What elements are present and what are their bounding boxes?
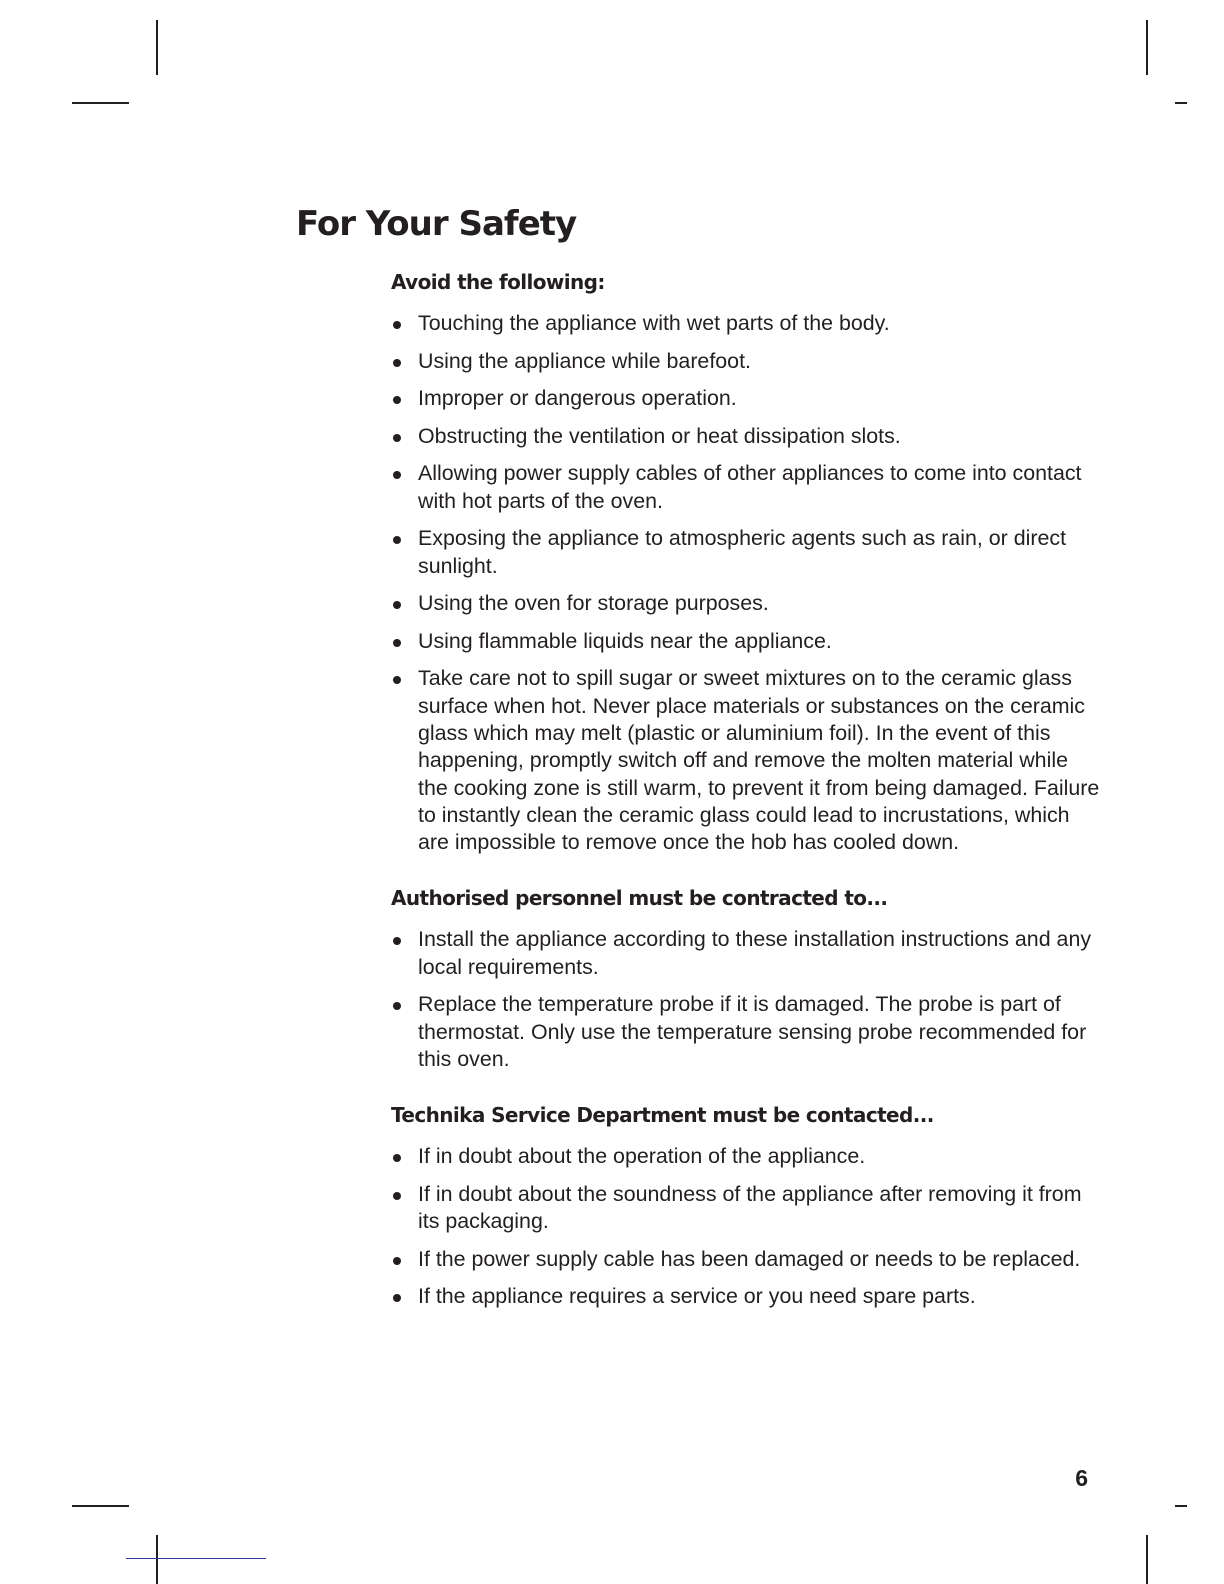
bullet-icon (393, 676, 401, 684)
bullet-icon (393, 1294, 401, 1302)
list-item: Take care not to spill sugar or sweet mixtures on to the ceramic glass surface when hot. Never place materials or substances on the ceramic glass which may melt (plastic or aluminium foil). In the event of this happening, promptly switch off and remove the molten material while the cooking zone is still warm, to prevent it from being damaged. Failure to instantly clean the ceramic glass could lead to incrustations, which are impossible to remove once the hob has cooled down. (391, 665, 1101, 856)
safety-content (391, 266, 1101, 1321)
crop-mark-bottom-left-vertical (156, 1535, 158, 1584)
page-number: 6 (1075, 1465, 1088, 1491)
section-heading-avoid: Avoid the following: (391, 270, 605, 294)
crop-mark-bottom-left-horizontal (72, 1505, 129, 1507)
list-item: If the appliance requires a service or you need spare parts. (391, 1283, 1101, 1310)
bullet-icon (393, 1154, 401, 1162)
list-item: Install the appliance according to these installation instructions and any local requirements. (391, 926, 1101, 981)
bullet-icon (393, 937, 401, 945)
list-item: Replace the temperature probe if it is damaged. The probe is part of thermostat. Only use the temperature sensing probe recommended for this oven. (391, 991, 1101, 1073)
list-item: Obstructing the ventilation or heat dissipation slots. (391, 423, 1101, 450)
bullet-icon (393, 601, 401, 609)
bullet-icon (393, 434, 401, 442)
list-item: Improper or dangerous operation. (391, 385, 1101, 412)
section-heading-authorised-personnel: Authorised personnel must be contracted to... (391, 886, 888, 911)
list-item: If in doubt about the operation of the appliance. (391, 1143, 1101, 1170)
bullet-icon (393, 639, 401, 647)
bullet-icon (393, 396, 401, 404)
crop-mark-bottom-left-blue-line (126, 1558, 266, 1559)
crop-mark-top-right-vertical (1146, 20, 1148, 75)
bullet-icon (393, 1192, 401, 1200)
list-item: Exposing the appliance to atmospheric agents such as rain, or direct sunlight. (391, 525, 1101, 580)
page-title: For Your Safety (296, 204, 577, 244)
bullet-icon (393, 536, 401, 544)
crop-mark-top-right-horizontal (1175, 102, 1187, 104)
list-item: Using the appliance while barefoot. (391, 348, 1101, 375)
avoid-list (391, 310, 1101, 856)
service-department-list (391, 1143, 1101, 1310)
crop-mark-top-left-horizontal (72, 102, 129, 104)
bullet-icon (393, 321, 401, 329)
bullet-icon (393, 1002, 401, 1010)
bullet-icon (393, 1257, 401, 1265)
list-item: Using flammable liquids near the appliance. (391, 628, 1101, 655)
list-item: If the power supply cable has been damaged or needs to be replaced. (391, 1246, 1101, 1273)
list-item: Allowing power supply cables of other appliances to come into contact with hot parts of the oven. (391, 460, 1101, 515)
list-item: Using the oven for storage purposes. (391, 590, 1101, 617)
crop-mark-bottom-right-horizontal (1175, 1505, 1187, 1507)
list-item: Touching the appliance with wet parts of the body. (391, 310, 1101, 337)
crop-mark-top-left-vertical (156, 20, 158, 75)
bullet-icon (393, 359, 401, 367)
list-item: If in doubt about the soundness of the appliance after removing it from its packaging. (391, 1181, 1101, 1236)
bullet-icon (393, 471, 401, 479)
crop-mark-bottom-right-vertical (1146, 1535, 1148, 1584)
authorised-personnel-list (391, 926, 1101, 1073)
section-heading-service-department: Technika Service Department must be contacted... (391, 1103, 934, 1128)
